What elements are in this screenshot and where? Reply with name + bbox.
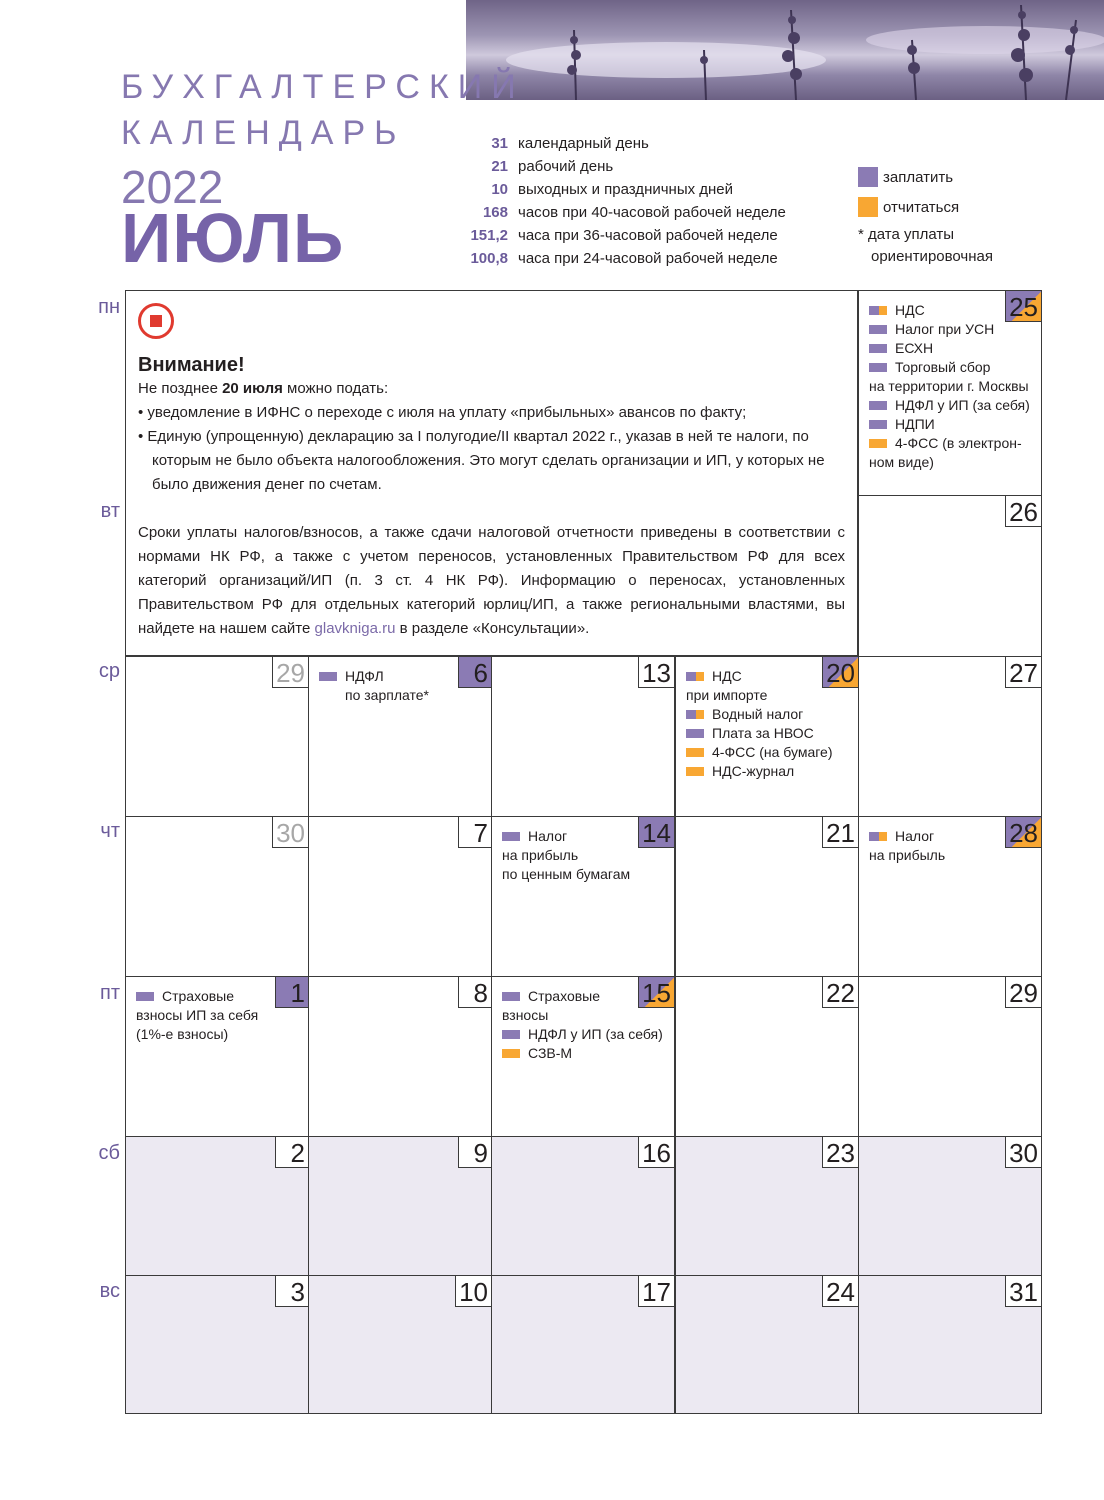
event-marker-icon: [502, 1049, 520, 1058]
pay-swatch: [858, 167, 878, 187]
day-number: 2: [275, 1136, 309, 1168]
notice-bullet-2: • Единую (упрощенную) декларацию за I полугодие/II квартал 2022 г., указав в ней те налоги, по которым не было объекта налогообложения. Это могут сделать организации и ИП, у которых не было движения денег по счетам.: [138, 428, 825, 493]
day-number: 8: [458, 976, 492, 1008]
stat-label: часов при 40-часовой рабочей неделе: [518, 204, 786, 221]
legend-note-line2: ориентировочная: [871, 248, 993, 265]
site-link[interactable]: glavkniga.ru: [314, 620, 396, 637]
event-item: [869, 358, 1030, 396]
day-number: 20: [822, 656, 859, 688]
event-marker-icon: [686, 748, 704, 757]
event-list: [869, 301, 1030, 472]
event-marker-icon: [869, 363, 887, 372]
day-cell[interactable]: [491, 656, 675, 817]
legend-note: [858, 224, 993, 268]
day-cell[interactable]: [675, 1136, 859, 1276]
event-item: [686, 705, 832, 724]
stat-number: 100,8: [470, 250, 508, 267]
event-marker-icon: [869, 401, 887, 410]
event-item: [869, 434, 1030, 472]
event-text: НДФЛ по зарплате*: [345, 668, 429, 703]
event-text: 4-ФСС (в электрон- ном виде): [869, 435, 1022, 470]
day-cell[interactable]: [675, 656, 859, 817]
event-text: Страховые взносы: [502, 988, 601, 1023]
legend-pay: [858, 162, 959, 192]
stat-number: 151,2: [470, 227, 508, 244]
day-number: 29: [1005, 976, 1042, 1008]
stat-number: 21: [491, 158, 508, 175]
day-number: 22: [822, 976, 859, 1008]
stat-number: 168: [482, 204, 508, 221]
event-marker-icon: [686, 710, 704, 719]
day-cell[interactable]: [308, 656, 492, 817]
stat-number: 10: [491, 181, 508, 198]
legend-pay-label: заплатить: [883, 168, 954, 186]
event-text: Налог на прибыль по ценным бумагам: [502, 828, 631, 882]
day-number: 10: [455, 1275, 492, 1307]
event-marker-icon: [686, 672, 704, 681]
legend-report-label: отчитаться: [883, 198, 960, 216]
title-line1: БУХГАЛТЕРСКИЙ: [121, 68, 525, 106]
event-item: [502, 1025, 663, 1044]
title-year: 2022: [121, 161, 224, 213]
stat-row: [440, 178, 786, 201]
day-cell[interactable]: [125, 656, 309, 817]
stat-label: часа при 24-часовой рабочей неделе: [518, 250, 778, 267]
day-cell[interactable]: [125, 1275, 309, 1414]
day-cell[interactable]: [858, 656, 1042, 817]
event-item: [869, 301, 1030, 320]
day-cell[interactable]: [491, 976, 675, 1137]
stat-row: [440, 201, 786, 224]
day-cell[interactable]: [491, 1275, 675, 1414]
title-line2: КАЛЕНДАРЬ: [121, 114, 406, 152]
day-number: 17: [638, 1275, 675, 1307]
day-cell[interactable]: [491, 1136, 675, 1276]
day-cell[interactable]: [675, 816, 859, 977]
day-cell[interactable]: [858, 1136, 1042, 1276]
day-cell[interactable]: [858, 816, 1042, 977]
event-item: [869, 339, 1030, 358]
day-number: 25: [1005, 290, 1042, 322]
notice-box: [125, 290, 858, 656]
weekday-label: ср: [98, 660, 120, 682]
weekday-label: пн: [98, 296, 120, 318]
event-marker-icon: [319, 672, 337, 681]
event-item: [869, 827, 945, 865]
event-marker-icon: [869, 832, 887, 841]
stat-number: 31: [491, 135, 508, 152]
day-number: 3: [275, 1275, 309, 1307]
fireweed-flowers-image: [466, 0, 1104, 100]
day-number: 9: [458, 1136, 492, 1168]
day-cell[interactable]: [491, 816, 675, 977]
event-marker-icon: [869, 306, 887, 315]
day-number: 30: [1005, 1136, 1042, 1168]
event-marker-icon: [686, 729, 704, 738]
day-number: 28: [1005, 816, 1042, 848]
event-list: [319, 667, 429, 705]
weekday-label: сб: [98, 1142, 120, 1164]
notice-list: [138, 401, 845, 497]
day-number: 24: [822, 1275, 859, 1307]
event-list: [136, 987, 258, 1044]
day-cell[interactable]: [858, 495, 1042, 657]
day-cell[interactable]: [308, 816, 492, 977]
day-number: 7: [458, 816, 492, 848]
event-marker-icon: [869, 344, 887, 353]
title-month: ИЮЛЬ: [121, 199, 345, 277]
day-number: 14: [638, 816, 675, 848]
event-text: НДС: [895, 302, 925, 318]
event-marker-icon: [502, 1030, 520, 1039]
stat-label: рабочий день: [518, 158, 614, 175]
day-cell[interactable]: [125, 976, 309, 1137]
report-swatch: [858, 197, 878, 217]
stat-row: [440, 132, 786, 155]
stop-icon: [138, 303, 174, 339]
day-number: 6: [458, 656, 492, 688]
event-text: ЕСХН: [895, 340, 934, 356]
stat-label: календарный день: [518, 135, 649, 152]
event-item: [502, 827, 630, 884]
event-item: [136, 987, 258, 1044]
day-cell[interactable]: [858, 976, 1042, 1137]
notice-title: Внимание!: [138, 354, 245, 376]
legend-report: [858, 192, 959, 222]
day-cell[interactable]: [675, 976, 859, 1137]
event-item: [502, 1044, 663, 1063]
day-number: 26: [1005, 495, 1042, 527]
event-text: Плата за НВОС: [712, 725, 814, 741]
month-stats: [440, 132, 786, 270]
stat-row: [440, 224, 786, 247]
day-cell[interactable]: [125, 1136, 309, 1276]
weekday-label: пт: [100, 982, 120, 1004]
event-text: Налог при УСН: [895, 321, 995, 337]
event-text: СЗВ-М: [528, 1045, 573, 1061]
event-text: НДФЛ у ИП (за себя): [528, 1026, 663, 1042]
stat-row: [440, 247, 786, 270]
day-number: 13: [638, 656, 675, 688]
event-marker-icon: [502, 832, 520, 841]
event-text: НДФЛ у ИП (за себя): [895, 397, 1030, 413]
legend: [858, 162, 959, 222]
day-cell[interactable]: [308, 976, 492, 1137]
event-item: [869, 415, 1030, 434]
event-list: [869, 827, 945, 865]
event-item: [319, 667, 429, 705]
stat-label: часа при 36-часовой рабочей неделе: [518, 227, 778, 244]
event-item: [686, 743, 832, 762]
event-text: Страховые взносы ИП за себя (1%-е взносы): [136, 988, 259, 1042]
event-text: НДПИ: [895, 416, 935, 432]
event-text: НДС при импорте: [686, 668, 768, 703]
day-number: 29: [272, 656, 309, 688]
day-cell[interactable]: [308, 1136, 492, 1276]
day-cell[interactable]: [858, 1275, 1042, 1414]
weekday-label: вт: [100, 500, 120, 522]
day-cell[interactable]: [675, 1275, 859, 1414]
event-item: [869, 396, 1030, 415]
legend-note-line1: * дата уплаты: [858, 226, 955, 243]
event-list: [686, 667, 832, 781]
event-text: 4-ФСС (на бумаге): [712, 744, 833, 760]
weekday-label: чт: [100, 820, 120, 842]
event-list: [502, 827, 630, 884]
day-cell[interactable]: [125, 816, 309, 977]
event-item: [686, 667, 832, 705]
notice-paragraph: Сроки уплаты налогов/взносов, а также сдачи налоговой отчетности приведены в соответствии с нормами НК РФ, а также с учетом переносов, установленных Правительством РФ для всех категорий организаций/ИП (п. 3 ст. 4 НК РФ). Информацию о переносах, установленных Правительством РФ для отдельных категорий юрлиц/ИП, а также региональными властями, вы найдете на нашем сайте glavkniga.ru в разделе «Консультации».: [138, 524, 845, 637]
day-cell[interactable]: [308, 1275, 492, 1414]
event-marker-icon: [869, 325, 887, 334]
day-cell[interactable]: [858, 290, 1042, 496]
notice-intro: Не позднее 20 июля можно подать:: [138, 380, 389, 397]
event-item: [686, 724, 832, 743]
event-text: НДС-журнал: [712, 763, 795, 779]
event-marker-icon: [869, 420, 887, 429]
weekday-label: вс: [99, 1280, 120, 1302]
day-number: 30: [272, 816, 309, 848]
event-item: [869, 320, 1030, 339]
event-text: Торговый сбор на территории г. Москвы: [869, 359, 1029, 394]
day-number: 21: [822, 816, 859, 848]
stat-row: [440, 155, 786, 178]
event-item: [502, 987, 663, 1025]
event-marker-icon: [136, 992, 154, 1001]
day-number: 27: [1005, 656, 1042, 688]
day-number: 31: [1005, 1275, 1042, 1307]
event-marker-icon: [869, 439, 887, 448]
day-number: 23: [822, 1136, 859, 1168]
day-number: 15: [638, 976, 675, 1008]
event-text: Водный налог: [712, 706, 804, 722]
day-number: 1: [275, 976, 309, 1008]
event-item: [686, 762, 832, 781]
event-list: [502, 987, 663, 1063]
notice-bullet-1: • уведомление в ИФНС о переходе с июля на уплату «прибыльных» авансов по факту;: [138, 404, 747, 421]
stat-label: выходных и праздничных дней: [518, 181, 734, 198]
event-text: Налог на прибыль: [869, 828, 946, 863]
day-number: 16: [638, 1136, 675, 1168]
event-marker-icon: [502, 992, 520, 1001]
header-photo: [466, 0, 1104, 100]
event-marker-icon: [686, 767, 704, 776]
